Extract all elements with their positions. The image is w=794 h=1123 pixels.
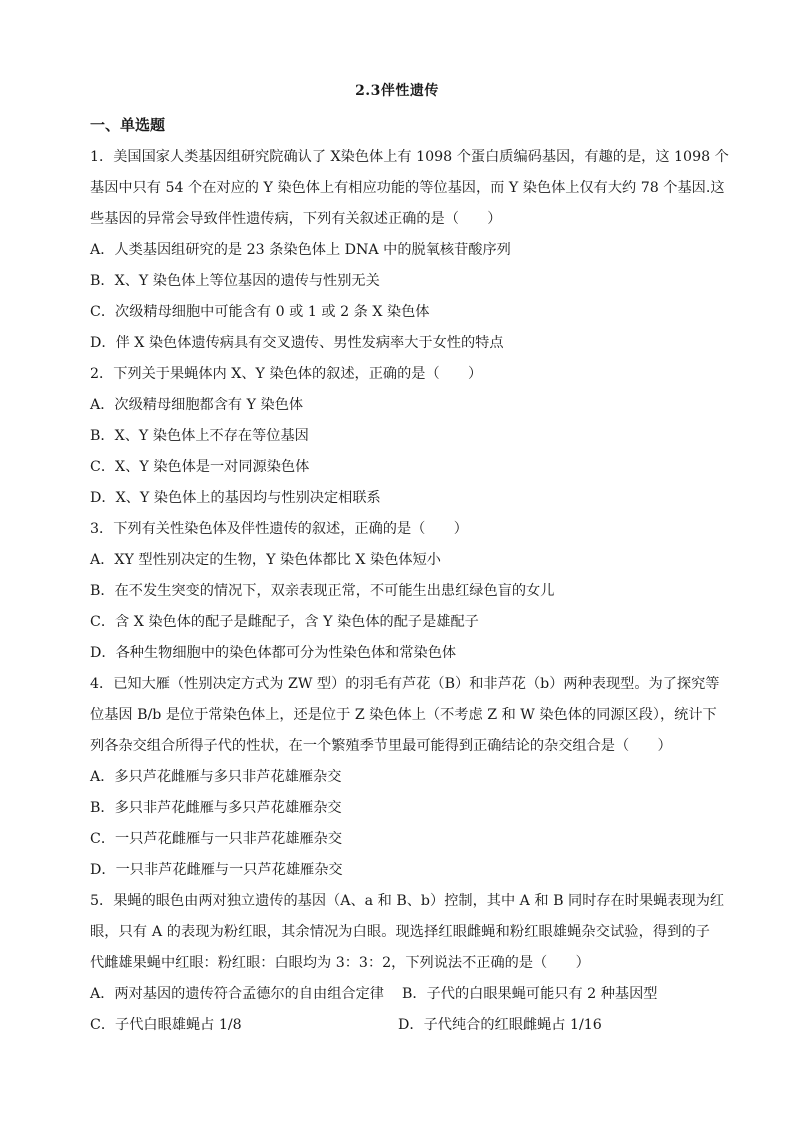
question-5 xyxy=(90,886,725,1041)
option-a[interactable]: A．人类基因组研究的是 23 条染色体上 DNA 中的脱氧核苷酸序列 xyxy=(90,242,511,258)
option-b[interactable]: B．X、Y 染色体上等位基因的遗传与性别无关 xyxy=(90,273,380,289)
question-stem-line: 1．美国国家人类基因组研究院确认了 X染色体上有 1098 个蛋白质编码基因，有趣的是，这 1098 个 xyxy=(90,149,729,165)
question-stem-line: 些基因的异常会导致伴性遗传病，下列有关叙述正确的是（ ） xyxy=(90,211,502,227)
question-stem-line: 列各杂交组合所得子代的性状，在一个繁殖季节里最可能得到正确结论的杂交组合是（ ） xyxy=(90,738,672,754)
question-4 xyxy=(90,669,720,886)
document-title: 2.3伴性遗传 xyxy=(355,83,439,99)
option-row xyxy=(90,1010,710,1041)
option-c[interactable]: C．含 X 染色体的配子是雌配子，含 Y 染色体的配子是雄配子 xyxy=(90,614,479,630)
question-1 xyxy=(90,142,729,359)
option-a[interactable]: A．两对基因的遗传符合孟德尔的自由组合定律 xyxy=(90,986,384,1002)
question-stem-line: 4．已知大雁（性别决定方式为 ZW 型）的羽毛有芦花（B）和非芦花（b）两种表现型。为了探究等 xyxy=(90,676,720,692)
question-stem-line: 5．果蝇的眼色由两对独立遗传的基因（A、a 和 B、b）控制，其中 A 和 B 同时存在时果蝇表现为红 xyxy=(90,893,725,909)
option-a[interactable]: A．多只芦花雌雁与多只非芦花雄雁杂交 xyxy=(90,769,342,785)
question-list xyxy=(90,142,729,1041)
option-d[interactable]: D．伴 X 染色体遗传病具有交叉遗传、男性发病率大于女性的特点 xyxy=(90,335,504,351)
option-b[interactable]: B．子代的白眼果蝇可能只有 2 种基因型 xyxy=(402,986,658,1002)
option-c[interactable]: C．一只芦花雌雁与一只非芦花雄雁杂交 xyxy=(90,831,343,847)
section-heading: 一、单选题 xyxy=(90,116,166,134)
option-d[interactable]: D．子代纯合的红眼雌蝇占 1/16 xyxy=(398,1017,602,1033)
question-3 xyxy=(90,514,710,669)
option-d[interactable]: D．各种生物细胞中的染色体都可分为性染色体和常染色体 xyxy=(90,645,457,661)
option-d[interactable]: D．一只非芦花雌雁与一只芦花雄雁杂交 xyxy=(90,862,343,878)
question-stem-line: 代雌雄果蝇中红眼：粉红眼：白眼均为 3：3：2，下列说法不正确的是（ ） xyxy=(90,955,590,971)
option-c[interactable]: C．X、Y 染色体是一对同源染色体 xyxy=(90,459,310,475)
question-stem-line: 基因中只有 54 个在对应的 Y 染色体上有相应功能的等位基因，而 Y 染色体上仅有大约 78 个基因.这 xyxy=(90,180,725,196)
option-row xyxy=(90,979,710,1010)
option-a[interactable]: A．次级精母细胞都含有 Y 染色体 xyxy=(90,397,304,413)
option-d[interactable]: D．X、Y 染色体上的基因均与性别决定相联系 xyxy=(90,490,381,506)
option-b[interactable]: B．在不发生突变的情况下，双亲表现正常，不可能生出患红绿色盲的女儿 xyxy=(90,583,555,599)
question-stem-line: 2．下列关于果蝇体内 X、Y 染色体的叙述，正确的是（ ） xyxy=(90,366,483,382)
option-c[interactable]: C．子代白眼雄蝇占 1/8 xyxy=(90,1017,242,1033)
question-stem-line: 3．下列有关性染色体及伴性遗传的叙述，正确的是（ ） xyxy=(90,521,468,537)
option-a[interactable]: A．XY 型性别决定的生物，Y 染色体都比 X 染色体短小 xyxy=(90,552,441,568)
question-2 xyxy=(90,359,710,514)
option-c[interactable]: C．次级精母细胞中可能含有 0 或 1 或 2 条 X 染色体 xyxy=(90,304,430,320)
question-stem-line: 眼，只有 A 的表现为粉红眼，其余情况为白眼。现选择红眼雌蝇和粉红眼雄蝇杂交试验，得到的子 xyxy=(90,924,710,940)
question-stem-line: 位基因 B/b 是位于常染色体上，还是位于 Z 染色体上（不考虑 Z 和 W 染色体的同源区段），统计下 xyxy=(90,707,717,723)
option-b[interactable]: B．多只非芦花雌雁与多只芦花雄雁杂交 xyxy=(90,800,342,816)
option-b[interactable]: B．X、Y 染色体上不存在等位基因 xyxy=(90,428,309,444)
